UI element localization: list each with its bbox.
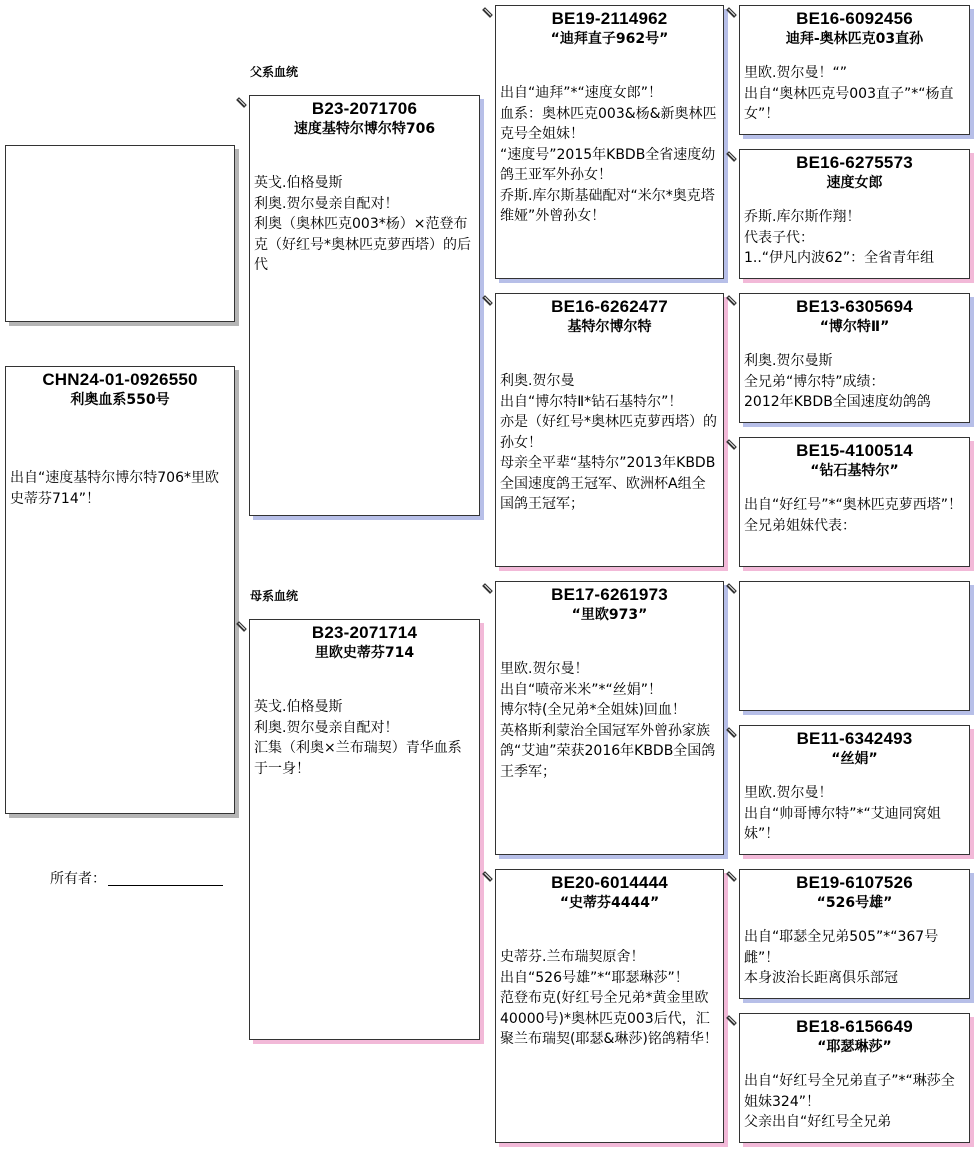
paperclip-icon	[724, 438, 739, 453]
grandparent-name: “迪拜直子962号”	[550, 31, 669, 47]
main-bird-card[interactable]	[5, 366, 235, 814]
grandparent-card-1[interactable]	[495, 5, 724, 279]
sire-name: 速度基特尔博尔特706	[293, 121, 436, 137]
paperclip-icon	[480, 294, 495, 309]
grandparent-ring: BE17-6261973	[551, 585, 668, 604]
great-grandparent-card-4[interactable]	[739, 437, 970, 567]
great-grandparent-name: “526号雄”	[816, 895, 893, 911]
great-grandparent-card-5-empty[interactable]	[739, 581, 970, 711]
owner-line	[108, 871, 223, 886]
great-grandparent-name: “丝娟”	[831, 751, 878, 767]
grandparent-name: “史蒂芬4444”	[559, 895, 660, 911]
great-grandparent-card-2[interactable]	[739, 149, 970, 279]
paperclip-icon	[234, 96, 249, 111]
sire-card[interactable]	[249, 95, 480, 516]
paperclip-icon	[724, 726, 739, 741]
paternal-label: 父系血统	[250, 65, 299, 79]
main-bird-name: 利奥血系550号	[70, 392, 170, 408]
great-grandparent-desc: 出自“好红号”*“奥林匹克萝西塔”！ 全兄弟姐妹代表：	[744, 497, 963, 534]
paperclip-icon	[480, 582, 495, 597]
great-grandparent-ring: BE16-6275573	[796, 153, 913, 172]
dam-ring: B23-2071714	[311, 623, 418, 642]
paperclip-icon	[480, 6, 495, 21]
grandparent-card-3[interactable]	[495, 581, 724, 855]
great-grandparent-card-7[interactable]	[739, 869, 970, 999]
great-grandparent-ring: BE13-6305694	[796, 297, 913, 316]
dam-card[interactable]	[249, 619, 480, 1040]
paperclip-icon	[234, 620, 249, 635]
grandparent-desc: 里欧.贺尔曼！ 出自“喷帝米米”*“丝娟”！ 博尔特(全兄弟*全姐妹)回血！ 英格斯利蒙治全国冠军外曾孙家族鸽“艾迪”荣获2016年KBDB全国鸽王季军；	[500, 661, 716, 780]
dam-name: 里欧史蒂芬714	[314, 645, 415, 661]
main-bird-desc: 出自“速度基特尔博尔特706*里欧史蒂芬714”！	[10, 470, 219, 507]
great-grandparent-card-6[interactable]	[739, 725, 970, 855]
paperclip-icon	[480, 870, 495, 885]
great-grandparent-desc: 里欧.贺尔曼！ 出自“帅哥博尔特”*“艾迪同窝姐妹”！	[744, 785, 941, 842]
grandparent-ring: BE16-6262477	[551, 297, 668, 316]
great-grandparent-ring: BE11-6342493	[796, 729, 913, 748]
great-grandparent-ring: BE18-6156649	[796, 1017, 913, 1036]
grandparent-desc: 利奥.贺尔曼 出自“博尔特Ⅱ*钻石基特尔”！ 亦是（好红号*奥林匹克萝西塔）的孙女！ 母亲全平辈“基特尔”2013年KBDB全国速度鸽王冠军、欧洲杯A组全国鸽王冠军；	[500, 373, 717, 512]
grandparent-desc: 出自“迪拜”*“速度女郎”！ 血系：奥林匹克003&杨&新奥林匹克号全姐妹！ “速度号”2015年KBDB全省速度幼鸽王亚军外孙女！ 乔斯.库尔斯基础配对“米尔*奥克塔维娅”外曾孙女！	[500, 85, 717, 224]
grandparent-ring: BE19-2114962	[551, 9, 668, 28]
grandparent-desc: 史蒂芬.兰布瑞契原舍！ 出自“526号雄”*“耶瑟琳莎”！ 范登布克(好红号全兄弟*黄金里欧40000号)*奥林匹克003后代，汇聚兰布瑞契(耶瑟&琳莎)铭鸽精华！	[500, 949, 718, 1047]
dam-desc: 英戈.伯格曼斯 利奥.贺尔曼亲自配对！ 汇集（利奥×兰布瑞契）青华血系于一身！	[254, 699, 462, 777]
paperclip-icon	[724, 870, 739, 885]
great-grandparent-name: “博尔特Ⅱ”	[819, 319, 890, 335]
great-grandparent-name: 速度女郎	[826, 175, 883, 191]
sire-desc: 英戈.伯格曼斯 利奥.贺尔曼亲自配对！ 利奥（奥林匹克003*杨）×范登布克（好红号*奥林匹克萝西塔）的后代	[254, 175, 471, 273]
grandparent-ring: BE20-6014444	[551, 873, 668, 892]
great-grandparent-desc: 里欧.贺尔曼！“” 出自“奥林匹克号003直子”*“杨直女”！	[744, 65, 954, 122]
great-grandparent-ring: BE15-4100514	[796, 441, 913, 460]
grandparent-name: 基特尔博尔特	[567, 319, 652, 335]
great-grandparent-ring: BE16-6092456	[796, 9, 913, 28]
great-grandparent-card-3[interactable]	[739, 293, 970, 423]
great-grandparent-name: “钻石基特尔”	[810, 463, 899, 479]
maternal-label: 母系血统	[250, 589, 299, 603]
paperclip-icon	[724, 6, 739, 21]
owner-label: 所有者：	[50, 871, 106, 887]
grandparent-card-4[interactable]	[495, 869, 724, 1143]
photo-placeholder[interactable]	[5, 145, 235, 322]
great-grandparent-desc: 利奥.贺尔曼斯 全兄弟“博尔特”成绩： 2012年KBDB全国速度幼鸽鸽	[744, 353, 931, 410]
paperclip-icon	[724, 582, 739, 597]
paperclip-icon	[724, 294, 739, 309]
great-grandparent-card-8[interactable]	[739, 1013, 970, 1143]
great-grandparent-ring: BE19-6107526	[796, 873, 913, 892]
paperclip-icon	[724, 1014, 739, 1029]
great-grandparent-name: 迪拜-奥林匹克03直孙	[785, 31, 924, 47]
great-grandparent-card-1[interactable]	[739, 5, 970, 135]
great-grandparent-desc: 乔斯.库尔斯作翔！ 代表子代： 1..“伊凡内波62”：全省青年组	[744, 209, 935, 266]
owner-field[interactable]	[50, 868, 223, 888]
grandparent-name: “里欧973”	[571, 607, 648, 623]
great-grandparent-name: “耶瑟琳莎”	[817, 1039, 892, 1055]
great-grandparent-desc: 出自“好红号全兄弟直子”*“琳莎全姐妹324”！ 父亲出自“好红号全兄弟	[744, 1073, 955, 1130]
great-grandparent-desc: 出自“耶瑟全兄弟505”*“367号雌”！ 本身波治长距离俱乐部冠	[744, 929, 939, 986]
sire-ring: B23-2071706	[311, 99, 418, 118]
main-bird-ring: CHN24-01-0926550	[42, 370, 198, 389]
paperclip-icon	[724, 150, 739, 165]
grandparent-card-2[interactable]	[495, 293, 724, 567]
